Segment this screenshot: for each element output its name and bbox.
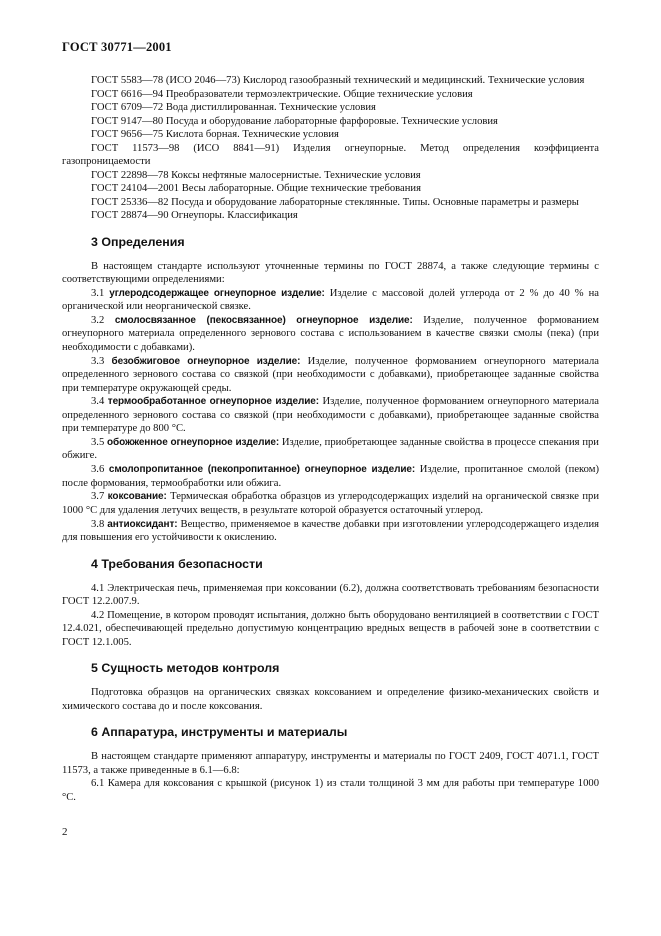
definition-item bbox=[62, 436, 599, 463]
reference-item: ГОСТ 6616—94 Преобразователи термоэлектрические. Общие технические условия bbox=[91, 88, 473, 100]
reference-item: ГОСТ 11573—98 (ИСО 8841—91) Изделия огнеупорные. Метод определения коэффициента газопроницаемости bbox=[62, 142, 599, 167]
definition-item bbox=[62, 463, 599, 490]
paragraph: 4.1 Электрическая печь, применяемая при коксовании (6.2), должна соответствовать требованиям безопасности ГОСТ 12.2.007.9. bbox=[62, 582, 599, 607]
section-heading-definitions: 3 Определения bbox=[91, 234, 185, 249]
reference-item: ГОСТ 22898—78 Коксы нефтяные малосернистые. Технические условия bbox=[91, 169, 421, 181]
normative-references-list bbox=[62, 74, 599, 223]
definition-term: термообработанное огнеупорное изделие: bbox=[107, 396, 319, 408]
definition-number: 3.5 bbox=[91, 436, 105, 448]
definition-term: антиоксидант: bbox=[107, 518, 178, 530]
section-intro: В настоящем стандарте используют уточненные термины по ГОСТ 28874, а также следующие термины с соответствующими определениями: bbox=[62, 260, 599, 285]
definition-number: 3.7 bbox=[91, 491, 105, 503]
definition-text: Термическая обработка образцов из углеродсодержащих изделий на органической связке при 1000 °С для удаления летучих веществ, в результате которой образуется остаточный углерод. bbox=[62, 491, 599, 516]
reference-item: ГОСТ 9656—75 Кислота борная. Технические условия bbox=[91, 129, 339, 140]
reference-item: ГОСТ 25336—82 Посуда и оборудование лабораторные стеклянные. Типы. Основные параметры и размеры bbox=[91, 196, 579, 208]
definition-number: 3.6 bbox=[91, 464, 105, 476]
reference-item: ГОСТ 24104—2001 Весы лабораторные. Общие технические требования bbox=[91, 183, 421, 194]
paragraph: 4.2 Помещение, в котором проводят испытания, должно быть оборудовано вентиляцией в соответствии с ГОСТ 12.4.021, обеспечивающей предельно допустимую концентрацию вредных веществ в рабочей зоне в соответствии с ГОСТ 12.1.005. bbox=[62, 609, 599, 648]
definition-item bbox=[62, 490, 599, 517]
definition-text: Изделие, полученное формованием огнеупорного материала определенного зернового состава со связкой (при необходимости с добавками), приобретающее заданные свойства при температуре до 800 °С. bbox=[62, 396, 599, 435]
definition-text: Изделие, полученное формованием огнеупорного материала определенного зернового состава со связкой (при необходимости с добавками), приобретающее заданные свойства при температуре окружающей среды. bbox=[62, 355, 599, 394]
paragraph: 6.1 Камера для коксования с крышкой (рисунок 1) из стали толщиной 3 мм для работы при температуре 1000 °С. bbox=[62, 778, 599, 803]
definition-text: Изделие, приобретающее заданные свойства в процессе спекания при обжиге. bbox=[62, 436, 599, 462]
reference-item: ГОСТ 6709—72 Вода дистиллированная. Технические условия bbox=[91, 102, 376, 113]
definition-item bbox=[62, 355, 599, 396]
definition-item bbox=[62, 287, 599, 314]
reference-item: ГОСТ 9147—80 Посуда и оборудование лабораторные фарфоровые. Технические условия bbox=[91, 115, 498, 127]
document-body bbox=[62, 74, 599, 804]
definition-term: смолосвязанное (пекосвязанное) огнеупорное изделие: bbox=[114, 314, 413, 326]
definition-text: Вещество, применяемое в качестве добавки при изготовлении углеродсодержащего изделия для повышения его устойчивости к окислению. bbox=[62, 518, 599, 543]
definition-number: 3.8 bbox=[91, 518, 105, 530]
paragraph: В настоящем стандарте применяют аппаратуру, инструменты и материалы по ГОСТ 2409, ГОСТ 4071.1, ГОСТ 11573, а также приведенные в 6.1—6.8: bbox=[62, 751, 599, 776]
page-number: 2 bbox=[62, 826, 68, 838]
definition-text: Изделие, полученное формованием огнеупорного материала определенного зернового состава с использованием в качестве связки смолы (пека) (при необходимости с добавками). bbox=[62, 314, 600, 353]
definition-number: 3.3 bbox=[91, 355, 105, 367]
definitions-section bbox=[62, 260, 599, 545]
definition-term: смолопропитанное (пекопропитанное) огнеупорное изделие: bbox=[108, 464, 416, 476]
definition-term: коксование: bbox=[107, 491, 167, 503]
paragraph: Подготовка образцов на органических связках коксованием и определение физико-механических свойств и химического состава до и после коксования. bbox=[62, 687, 599, 712]
definition-term: безобжиговое огнеупорное изделие: bbox=[111, 355, 301, 367]
document-header: ГОСТ 30771—2001 bbox=[62, 40, 172, 54]
apparatus-section bbox=[62, 750, 599, 804]
definition-item bbox=[62, 395, 599, 436]
definition-number: 3.4 bbox=[91, 396, 105, 408]
definition-term: обожженное огнеупорное изделие: bbox=[107, 436, 280, 448]
section-heading-methods: 5 Сущность методов контроля bbox=[91, 661, 280, 676]
definition-text: Изделие, пропитанное смолой (пеком) после формования, термообработки или обжига. bbox=[62, 464, 599, 489]
safety-section bbox=[62, 582, 599, 650]
methods-section bbox=[62, 686, 599, 713]
definition-term: углеродсодержащее огнеупорное изделие: bbox=[109, 287, 325, 299]
reference-item: ГОСТ 5583—78 (ИСО 2046—73) Кислород газообразный технический и медицинский. Технические условия bbox=[91, 75, 585, 86]
section-heading-safety: 4 Требования безопасности bbox=[91, 556, 263, 571]
definition-item bbox=[62, 518, 599, 545]
definition-number: 3.2 bbox=[91, 314, 105, 326]
definition-item bbox=[62, 314, 599, 355]
reference-item: ГОСТ 28874—90 Огнеупоры. Классификация bbox=[91, 210, 298, 221]
section-heading-apparatus: 6 Аппаратура, инструменты и материалы bbox=[91, 725, 348, 740]
definition-number: 3.1 bbox=[91, 287, 105, 299]
definition-text: Изделие с массовой долей углерода от 2 % до 40 % на органической или неорганической связке. bbox=[62, 287, 599, 313]
